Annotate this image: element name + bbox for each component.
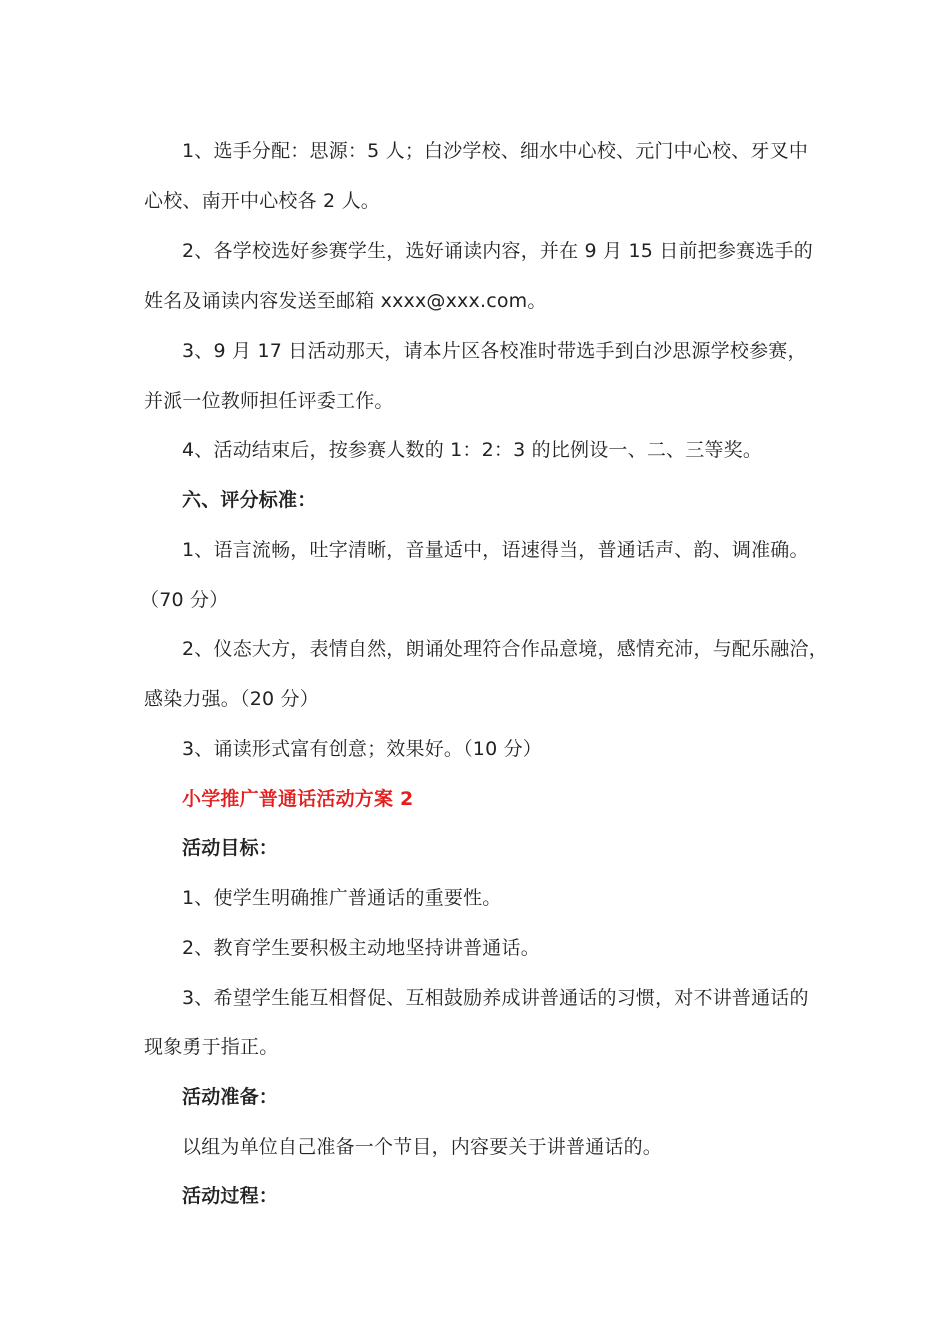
para-contestant-allocation: 1、选手分配：思源：5 人；白沙学校、细水中心校、元门中心校、牙叉中 [182,140,809,162]
heading-activity-preparation: 活动准备： [182,1086,279,1108]
para-awards: 4、活动结束后，按参赛人数的 1：2：3 的比例设一、二、三等奖。 [182,439,763,461]
para-select-students-cont: 姓名及诵读内容发送至邮箱 xxxx@xxx.com。 [144,290,547,312]
heading-activity-process: 活动过程： [182,1185,279,1207]
para-goal-3-cont: 现象勇于指正。 [144,1036,279,1058]
para-criterion-creativity: 3、诵读形式富有创意；效果好。（10 分） [182,738,543,760]
para-goal-1: 1、使学生明确推广普通话的重要性。 [182,887,502,909]
para-criterion-language-score: （70 分） [140,589,229,611]
heading-scoring-criteria: 六、评分标准： [182,489,317,511]
para-event-day-cont: 并派一位教师担任评委工作。 [144,390,394,412]
section-title-plan-2: 小学推广普通话活动方案 2 [182,788,414,810]
para-contestant-allocation-cont: 心校、南开中心校各 2 人。 [144,190,380,212]
para-select-students: 2、各学校选好参赛学生，选好诵读内容，并在 9 月 15 日前把参赛选手的 [182,240,813,262]
para-goal-3: 3、希望学生能互相督促、互相鼓励养成讲普通话的习惯，对不讲普通话的 [182,987,809,1009]
para-criterion-manner-cont: 感染力强。（20 分） [144,688,319,710]
para-goal-2: 2、教育学生要积极主动地坚持讲普通话。 [182,937,540,959]
para-criterion-manner: 2、仪态大方，表情自然，朗诵处理符合作品意境，感情充沛，与配乐融洽， [182,638,828,660]
para-criterion-language: 1、语言流畅，吐字清晰，音量适中，语速得当，普通话声、韵、调准确。 [182,539,809,561]
para-preparation: 以组为单位自己准备一个节目，内容要关于讲普通话的。 [182,1136,663,1158]
para-event-day: 3、9 月 17 日活动那天，请本片区各校准时带选手到白沙思源学校参赛， [182,340,807,362]
heading-activity-goals: 活动目标： [182,837,279,859]
